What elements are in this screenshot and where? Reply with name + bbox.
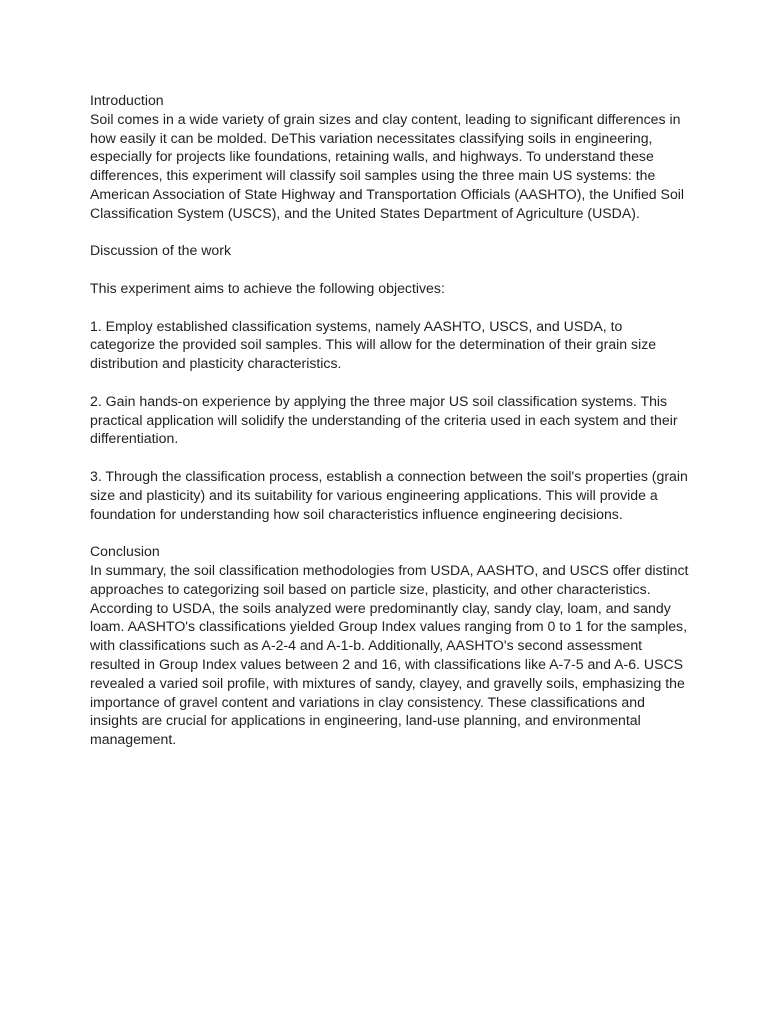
discussion-heading: Discussion of the work [90,242,231,259]
introduction-paragraph: Soil comes in a wide variety of grain sizes and clay content, leading to significant differences in how easily it can be molded. DeThis variation necessitates classifying soils in engineering, especially for projects like foundations, retaining walls, and highways. To understand these differences, this experiment will classify soil samples using the three main US systems: the American Association of State Highway and Transportation Officials (AASHTO), the Unified Soil Classification System (USCS), and the United States Department of Agriculture (USDA). [90,110,685,221]
conclusion-paragraph: In summary, the soil classification methodologies from USDA, AASHTO, and USCS offer distinct approaches to categorizing soil based on particle size, plasticity, and other characteristics. According to USDA, the soils analyzed were predominantly clay, sandy clay, loam, and sandy loam. AASHTO's classifications yielded Group Index values ranging from 0 to 1 for the samples, with classifications such as A-2-4 and A-1-b. Additionally, AASHTO's second assessment resulted in Group Index values between 2 and 16, with classifications like A-7-5 and A-6. USCS revealed a varied soil profile, with mixtures of sandy, clayey, and gravelly soils, emphasizing the importance of gravel content and variations in clay consistency. These classifications and insights are crucial for applications in engineering, land-use planning, and environmental management. [90,561,689,748]
objective-item-2: 2. Gain hands-on experience by applying the three major US soil classification systems. This practical application will solidify the understanding of the criteria used in each system and their differentiation. [90,392,678,447]
introduction-heading: Introduction [90,92,164,108]
paragraph-spacer [90,523,690,542]
conclusion-heading: Conclusion [90,543,160,560]
paragraph-spacer [90,448,690,467]
objectives-intro: This experiment aims to achieve the following objectives: [90,279,445,296]
objective-item-3: 3. Through the classification process, establish a connection between the soil's properties (grain size and plasticity) and its suitability for various engineering applications. This will provide a foundation for understanding how soil characteristics influence engineering decisions. [90,467,688,522]
paragraph-spacer [90,298,690,317]
paragraph-spacer [90,373,690,392]
objective-item-1: 1. Employ established classification systems, namely AASHTO, USCS, and USDA, to categorize the provided soil samples. This will allow for the determination of their grain size distribution and plasticity characteristics. [90,317,657,372]
paragraph-spacer [90,260,690,279]
paragraph-spacer [90,223,690,242]
document-body [90,91,690,749]
